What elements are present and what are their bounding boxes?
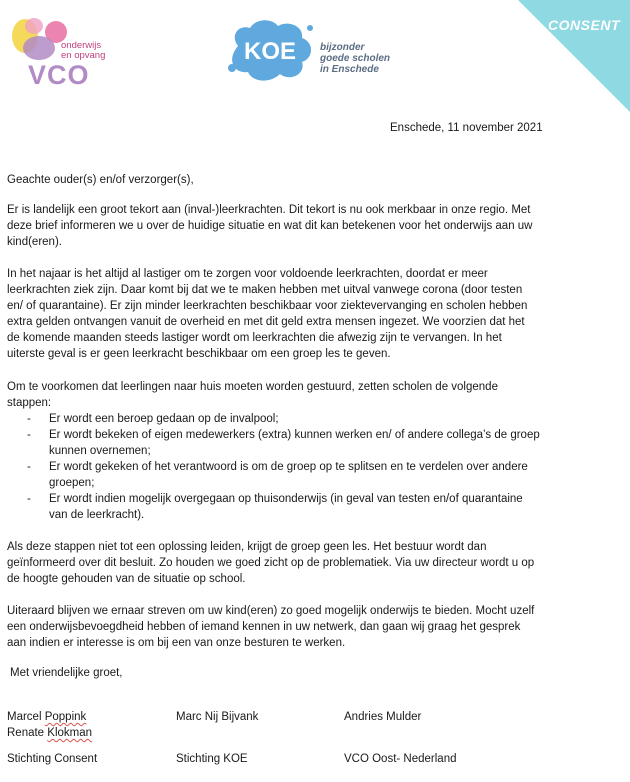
organization-2: Stichting KOE (176, 753, 248, 765)
signatory-4: Andries Mulder (344, 711, 422, 723)
koe-wordmark: KOE (243, 38, 297, 65)
list-item: - Er wordt een beroep gedaan op de invalpool; (27, 413, 279, 425)
letter-date: Enschede, 11 november 2021 (390, 122, 543, 134)
koe-logo (224, 16, 316, 84)
steps-list (7, 411, 542, 523)
signatory-2: Renate Klokman (7, 727, 93, 739)
paragraph-5: Uiteraard blijven we ernaar streven om uw kind(eren) zo goed mogelijk onderwijs te bieden. Mocht uzelf een onderwijsbevoegdheid hebben of iemand kennen in uw netwerk, dan gaan wij graag het gesprek aan indien er interesse is om bij een van onze besturen te werken. (7, 605, 535, 649)
list-marker: - (27, 429, 31, 441)
organization-1: Stichting Consent (7, 753, 98, 765)
vco-wordmark: VCO (28, 60, 90, 90)
list-item: - Er wordt indien mogelijk overgegaan op thuisonderwijs (in geval van testen en/of quarantaine van de leerkracht). (27, 493, 523, 521)
organization-3: VCO Oost- Nederland (344, 753, 457, 765)
list-item: - Er wordt bekeken of eigen medewerkers (extra) kunnen werken en/ of andere collega’s de groep kunnen overnemen; (27, 429, 540, 457)
paragraph-3: Om te voorkomen dat leerlingen naar huis moeten worden gestuurd, zetten scholen de volgende stappen: (7, 381, 498, 409)
paragraph-2: In het najaar is het altijd al lastiger om te zorgen voor voldoende leerkrachten, doordat er meer leerkrachten ziek zijn. Daar komt bij dat we te maken hebben met uitval vanwege corona (door testen en/ of quarantaine). Er zijn minder leerkrachten beschikbaar voor ziektevervanging en scholen hebben extra gelden ontvangen vanuit de overheid en met dit geld extra mensen ingezet. We voorzien dat het de komende maanden steeds lastiger wordt om leerkrachten die afwezig zijn te vervangen. In het uiterste geval is er geen leerkracht beschikbaar om een groep les te geven. (7, 268, 528, 360)
list-marker: - (27, 493, 31, 505)
signatory-1: Marcel Poppink (7, 711, 87, 723)
signatory-3: Marc Nij Bijvank (176, 711, 259, 723)
koe-tagline: bijzonder goede scholen in Enschede (320, 42, 391, 75)
consent-logo-text: CONSENT (548, 17, 620, 33)
paragraph-4: Als deze stappen niet tot een oplossing leiden, krijgt de groep geen les. Het bestuur wordt dan geïnformeerd over dit besluit. Zo houden we goed zicht op de problematiek. Via uw directeur wordt u op de hoogte gehouden van de situatie op school. (7, 541, 535, 585)
list-marker: - (27, 413, 31, 425)
list-item: - Er wordt gekeken of het verantwoord is om de groep op te splitsen en te verdelen over andere groepen; (27, 461, 528, 489)
closing: Met vriendelijke groet, (10, 667, 123, 679)
paragraph-1: Er is landelijk een groot tekort aan (inval-)leerkrachten. Dit tekort is nu ook merkbaar in onze regio. Met deze brief informeren we u over de huidige situatie en wat dit kan betekenen voor het onderwijs aan uw kind(eren). (7, 204, 533, 248)
vco-subtitle: onderwijs en opvang (61, 40, 106, 61)
salutation: Geachte ouder(s) en/of verzorger(s), (7, 174, 194, 186)
list-marker: - (27, 461, 31, 473)
